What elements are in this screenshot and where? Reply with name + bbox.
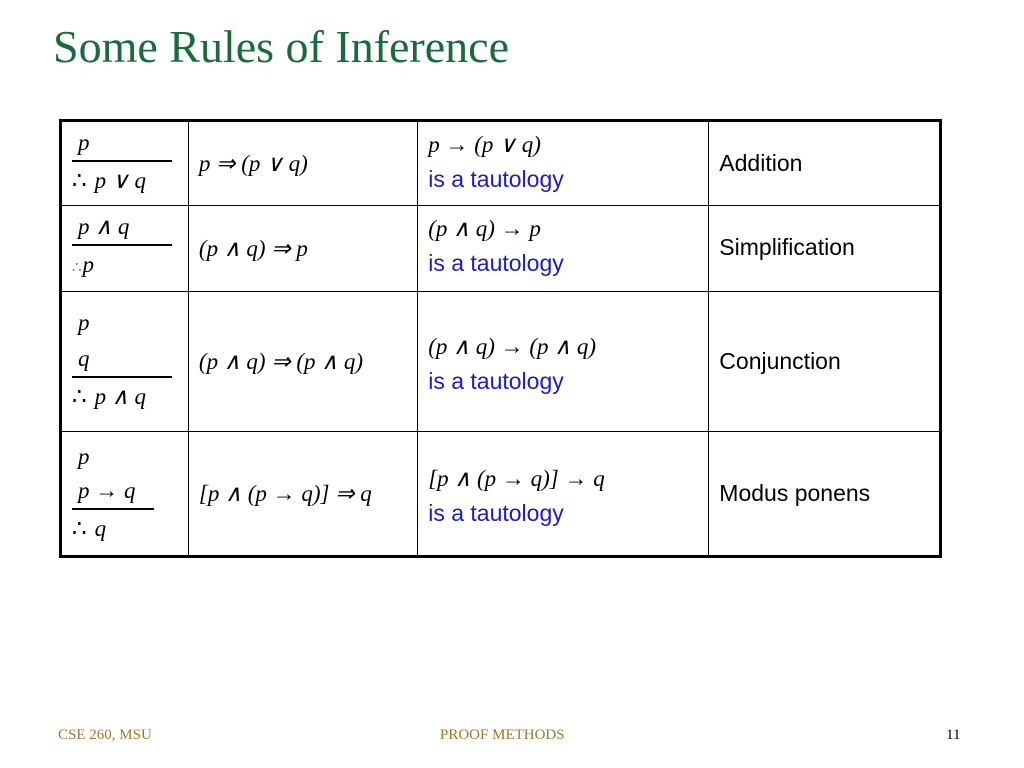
conclusion-bar [72,160,172,162]
tautology-formula: (p ∧ q) → (p ∧ q) [428,333,597,359]
tautology-note: is a tautology [428,250,564,276]
therefore-symbol: ∴ [72,168,87,193]
tautology-note: is a tautology [428,166,564,192]
conclusion-line [72,382,188,412]
implication-cell: (p ∧ q) ⇒ (p ∧ q) [188,292,417,432]
premise: q [78,346,90,371]
conclusion-line [72,166,188,196]
argument-cell [61,206,189,292]
implication-cell: (p ∧ q) ⇒ p [188,206,417,292]
argument-cell [61,292,189,432]
conclusion-line [72,250,188,283]
implication-cell: [p ∧ (p → q)] ⇒ q [188,432,417,557]
premise: p [78,310,90,335]
therefore-symbol: ∴ [72,384,87,409]
table-row-simplification [61,206,941,292]
premise: p [78,130,90,155]
rule-name: Addition [709,121,941,206]
tautology-cell [418,121,709,206]
premise: p → q [78,478,136,503]
footer-topic: PROOF METHODS [440,727,565,743]
table-row-conjunction [61,292,941,432]
conclusion-bar [72,508,154,510]
table-row-addition [61,121,941,206]
conclusion: p ∧ q [94,384,146,409]
tautology-cell [418,292,709,432]
premise: p [78,444,90,469]
conclusion: p ∨ q [94,168,146,193]
rule-name: Simplification [709,206,941,292]
implication-cell: p ⇒ (p ∨ q) [188,121,417,206]
conclusion: q [94,516,107,541]
tautology-formula: (p ∧ q) → p [428,216,541,241]
rule-name: Modus ponens [709,432,941,557]
inference-rules-table [59,119,942,558]
therefore-symbol: ∴ [72,516,87,541]
conclusion-line [72,514,188,544]
argument-cell [61,121,189,206]
table-row-modus-ponens [61,432,941,557]
slide-title: Some Rules of Inference [53,21,510,72]
conclusion: p [82,252,95,277]
tautology-note: is a tautology [428,499,564,526]
argument-cell [61,432,189,557]
rule-name: Conjunction [709,292,941,432]
tautology-cell [418,206,709,292]
conclusion-bar [72,244,172,246]
tautology-formula: [p ∧ (p → q)] → q [428,465,605,491]
tautology-note: is a tautology [428,367,564,394]
therefore-symbol: ∴ [72,260,82,276]
premise: p ∧ q [78,214,130,239]
page-number: 11 [946,727,961,743]
tautology-cell [418,432,709,557]
footer-course: CSE 260, MSU [58,727,152,743]
tautology-formula: p → (p ∨ q) [428,132,541,157]
conclusion-bar [72,376,172,378]
